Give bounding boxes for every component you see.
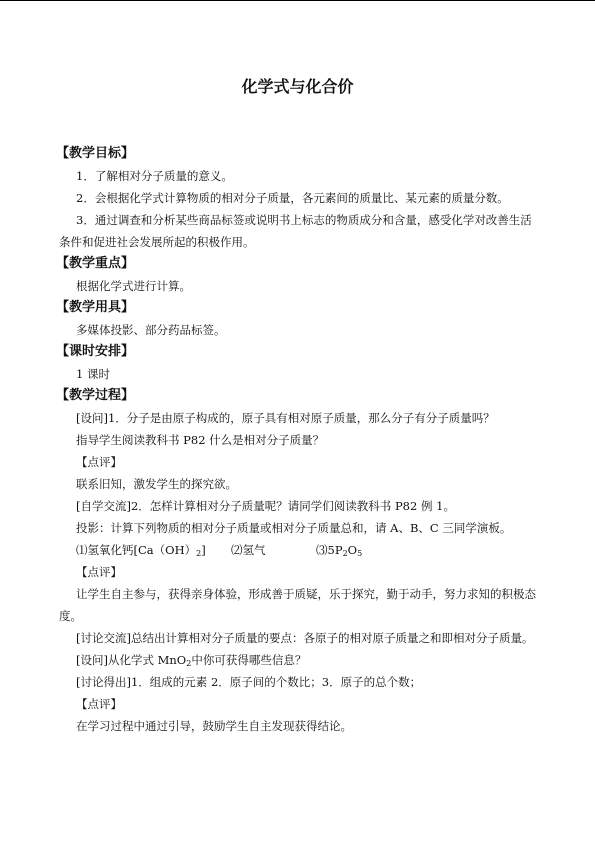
page-top-border: [0, 0, 595, 1]
comment-label-1: 【点评】: [76, 455, 122, 469]
exercise-item-2: ⑵氢气: [231, 543, 266, 557]
heading-time: 【课时安排】: [56, 344, 135, 359]
comment-label-2: 【点评】: [76, 565, 122, 579]
exercise-item-3: $⑶5P_2O_5$: [316, 543, 363, 558]
discussion-text: [讨论交流]总结出计算相对分子质量的要点：各原子的相对原子质量之和即相对分子质量。: [76, 631, 534, 645]
page-title: 化学式与化合价: [241, 77, 354, 96]
exercise-items: [59, 539, 539, 561]
goal-3: 3．通过调查和分析某些商品标签或说明书上标志的物质成分和含量，感受化学对改善生活条件和促进社会发展所起的积极作用。: [59, 213, 532, 249]
projection-text: 投影：计算下列物质的相对分子质量或相对分子质量总和，请 A、B、C 三同学演板。: [76, 521, 512, 535]
heading-goals: 【教学目标】: [56, 146, 135, 161]
self-study: [自学交流]2．怎样计算相对分子质量呢？请同学们阅读教科书 P82 例 1。: [76, 499, 455, 513]
key-point: 根据化学式进行计算。: [76, 279, 191, 293]
comment-2: 让学生自主参与，获得亲身体验，形成善于质疑，乐于探究，勤于动手，努力求知的积极态度。: [59, 587, 536, 623]
question-2: [设问]从化学式 MnO$_2$中你可获得哪些信息？: [76, 653, 307, 668]
discussion-result: [讨论得出]1．组成的元素 2．原子间的个数比；3．原子的总个数；: [76, 675, 422, 689]
heading-tools: 【教学用具】: [56, 300, 135, 315]
exercise-item-1: ⑴氢氧化钙$[Ca(OH)_2]$: [76, 543, 206, 558]
guide-text: 指导学生阅读教科书 P82 什么是相对分子质量？: [76, 433, 325, 447]
lesson-content: [56, 143, 539, 737]
comment-3: 在学习过程中通过引导，鼓励学生自主发现获得结论。: [76, 719, 352, 733]
tools-text: 多媒体投影、部分药品标签。: [76, 323, 226, 337]
time-text: 1 课时: [76, 367, 110, 381]
comment-1: 联系旧知，激发学生的探究欲。: [76, 477, 237, 491]
question-1: [设问]1．分子是由原子构成的，原子具有相对原子质量，那么分子有分子质量吗？: [76, 411, 495, 425]
comment-label-3: 【点评】: [76, 697, 122, 711]
heading-process: 【教学过程】: [56, 388, 135, 403]
goal-2: 2．会根据化学式计算物质的相对分子质量，各元素间的质量比、某元素的质量分数。: [76, 191, 509, 205]
heading-key: 【教学重点】: [56, 256, 135, 271]
goal-1: 1．了解相对分子质量的意义。: [76, 169, 233, 183]
